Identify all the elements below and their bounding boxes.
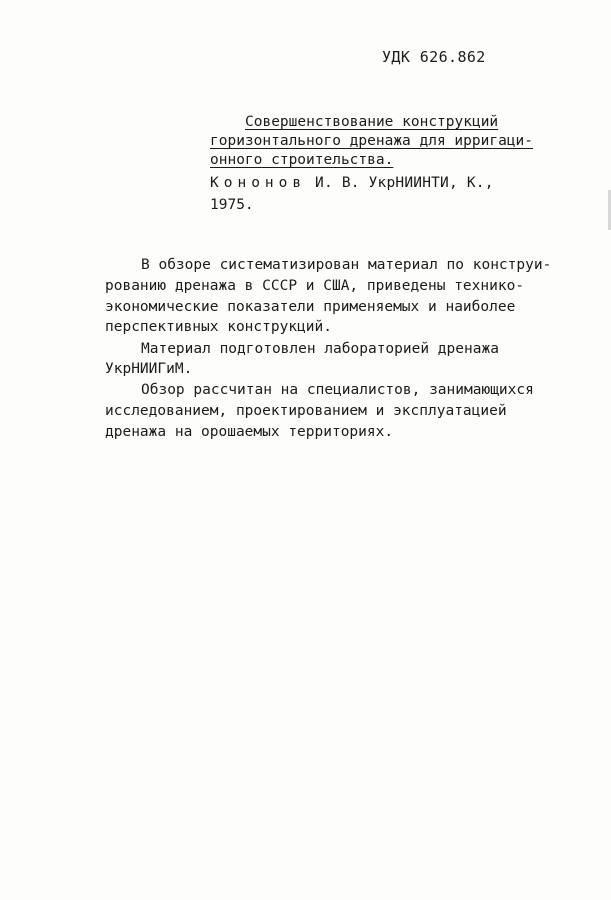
audience-line: исследованием, проектированием и эксплуатацией [105,403,507,419]
author-line [210,174,494,192]
title-line: онного строительства. [210,152,394,168]
abstract-line: перспективных конструкций. [105,319,332,335]
abstract-line: экономические показатели применяемых и наиболее [105,299,516,315]
prepared-by-line: УкрНИИГиМ. [105,361,193,377]
title-line: горизонтального дренажа для ирригаци- [210,133,534,149]
prepared-by-line: Материал подготовлен лабораторией дренажа [141,341,499,357]
title-line: Совершенствование конструкций [245,114,499,130]
author-details: И. В. УкрНИИНТИ, К., [306,175,494,191]
audience-line: дренажа на орошаемых территориях. [105,424,394,440]
abstract-line: рованию дренажа в СССР и США, приведены технико- [105,278,525,294]
udk-code: УДК 626.862 [382,48,486,66]
author-surname: Кононов [210,175,307,191]
publication-year: 1975. [210,197,254,213]
abstract-line: В обзоре систематизирован материал по конструи- [141,257,552,273]
audience-line: Обзор рассчитан на специалистов, занимающихся [141,382,534,398]
